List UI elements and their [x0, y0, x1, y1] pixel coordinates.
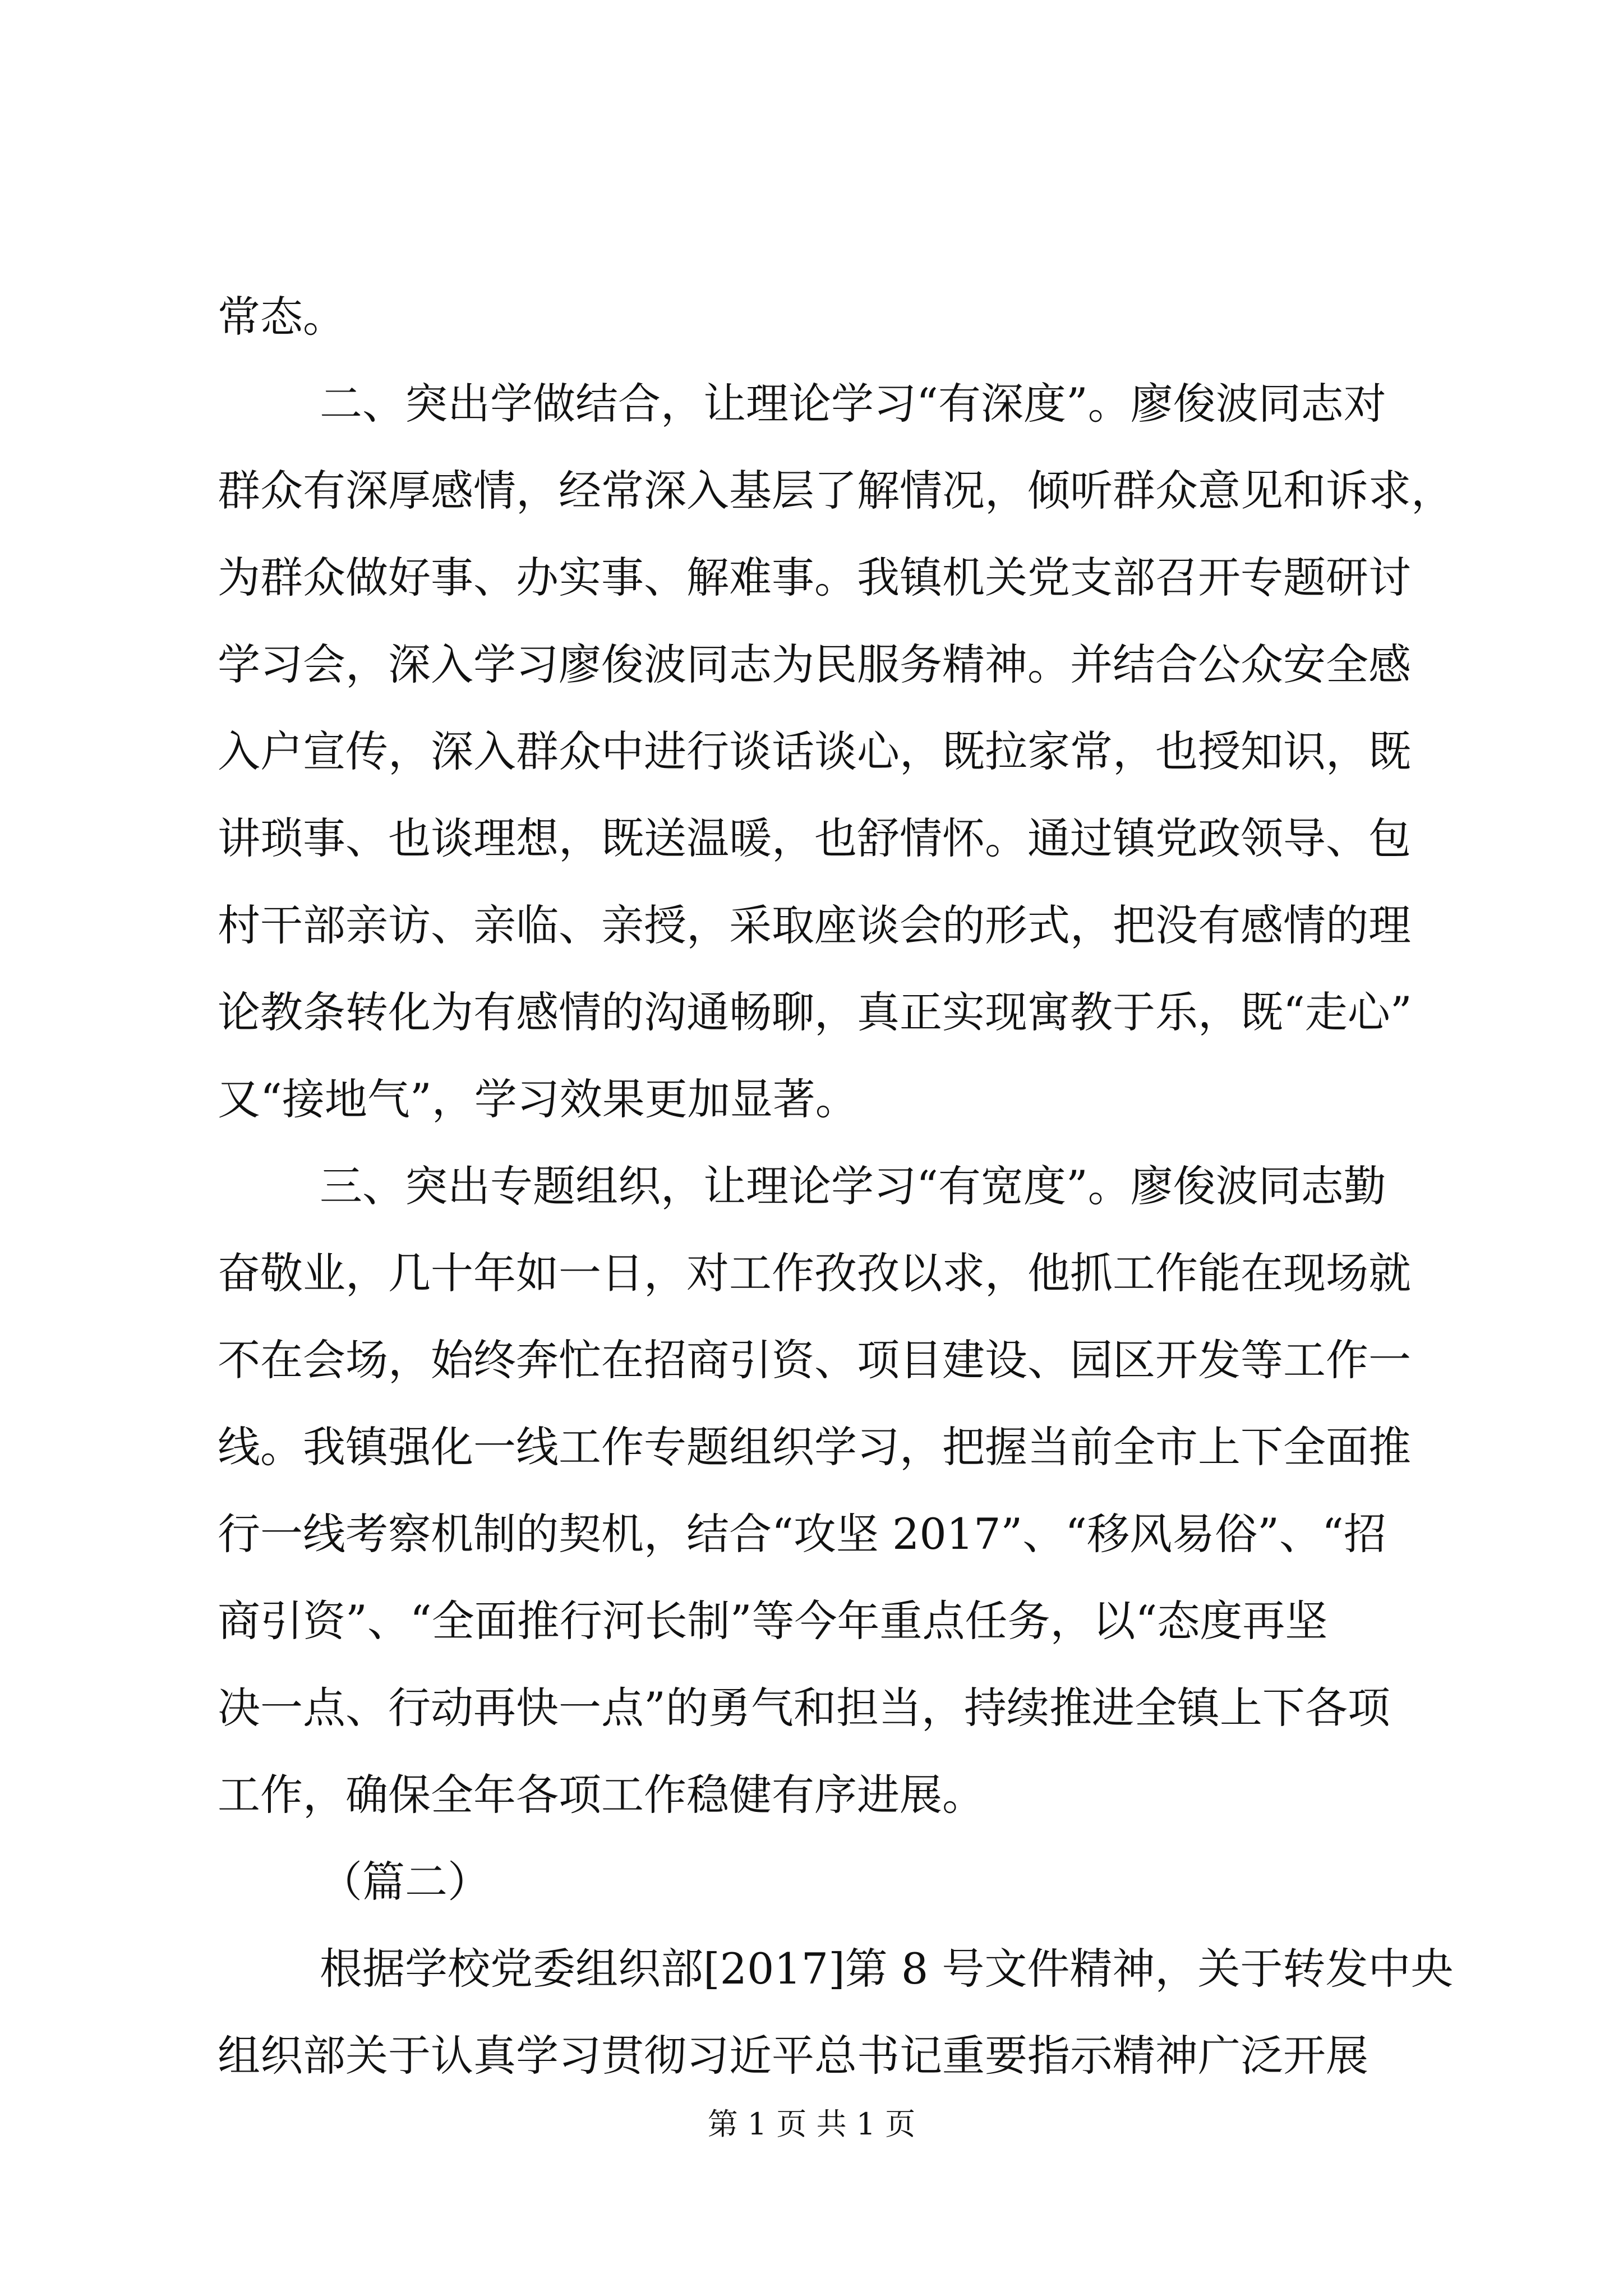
text-line: 行一线考察机制的契机，结合“攻坚 2017”、“移风易俗”、“招 — [218, 1509, 1386, 1559]
text-line: 线。我镇强化一线工作专题组织学习，把握当前全市上下全面推 — [218, 1422, 1411, 1472]
page-number-footer: 第 1 页 共 1 页 — [707, 2106, 916, 2142]
text-line: 三、突出专题组织，让理论学习“有宽度”。廖俊波同志勤 — [320, 1161, 1386, 1211]
text-line: 学习会，深入学习廖俊波同志为民服务精神。并结合公众安全感 — [218, 639, 1411, 689]
text-line: 论教条转化为有感情的沟通畅聊，真正实现寓教于乐，既“走心” — [218, 987, 1412, 1037]
text-line: 二、突出学做结合，让理论学习“有深度”。廖俊波同志对 — [320, 379, 1386, 429]
text-line: 商引资”、“全面推行河长制”等今年重点任务，以“态度再坚 — [218, 1596, 1328, 1646]
section-heading: （篇二） — [320, 1857, 490, 1907]
text-line: 村干部亲访、亲临、亲授，采取座谈会的形式，把没有感情的理 — [218, 900, 1411, 950]
text-line: 入户宣传，深入群众中进行谈话谈心，既拉家常，也授知识，既 — [218, 726, 1411, 776]
text-line: 组织部关于认真学习贯彻习近平总书记重要指示精神广泛开展 — [218, 2031, 1368, 2081]
text-line: 根据学校党委组织部[2017]第 8 号文件精神，关于转发中央 — [320, 1944, 1454, 1994]
text-line: 群众有深厚感情，经常深入基层了解情况，倾听群众意见和诉求， — [218, 466, 1454, 516]
text-line: 决一点、行动再快一点”的勇气和担当，持续推进全镇上下各项 — [218, 1683, 1390, 1733]
text-line: 又“接地气”，学习效果更加显著。 — [218, 1074, 858, 1124]
text-line: 不在会场，始终奔忙在招商引资、项目建设、园区开发等工作一 — [218, 1335, 1411, 1385]
text-line: 工作，确保全年各项工作稳健有序进展。 — [218, 1770, 985, 1820]
text-line: 讲琐事、也谈理想，既送温暖，也舒情怀。通过镇党政领导、包 — [218, 813, 1411, 863]
text-line: 常态。 — [218, 292, 345, 342]
text-line: 奋敬业，几十年如一日，对工作孜孜以求，他抓工作能在现场就 — [218, 1248, 1411, 1298]
text-line: 为群众做好事、办实事、解难事。我镇机关党支部召开专题研讨 — [218, 553, 1411, 602]
